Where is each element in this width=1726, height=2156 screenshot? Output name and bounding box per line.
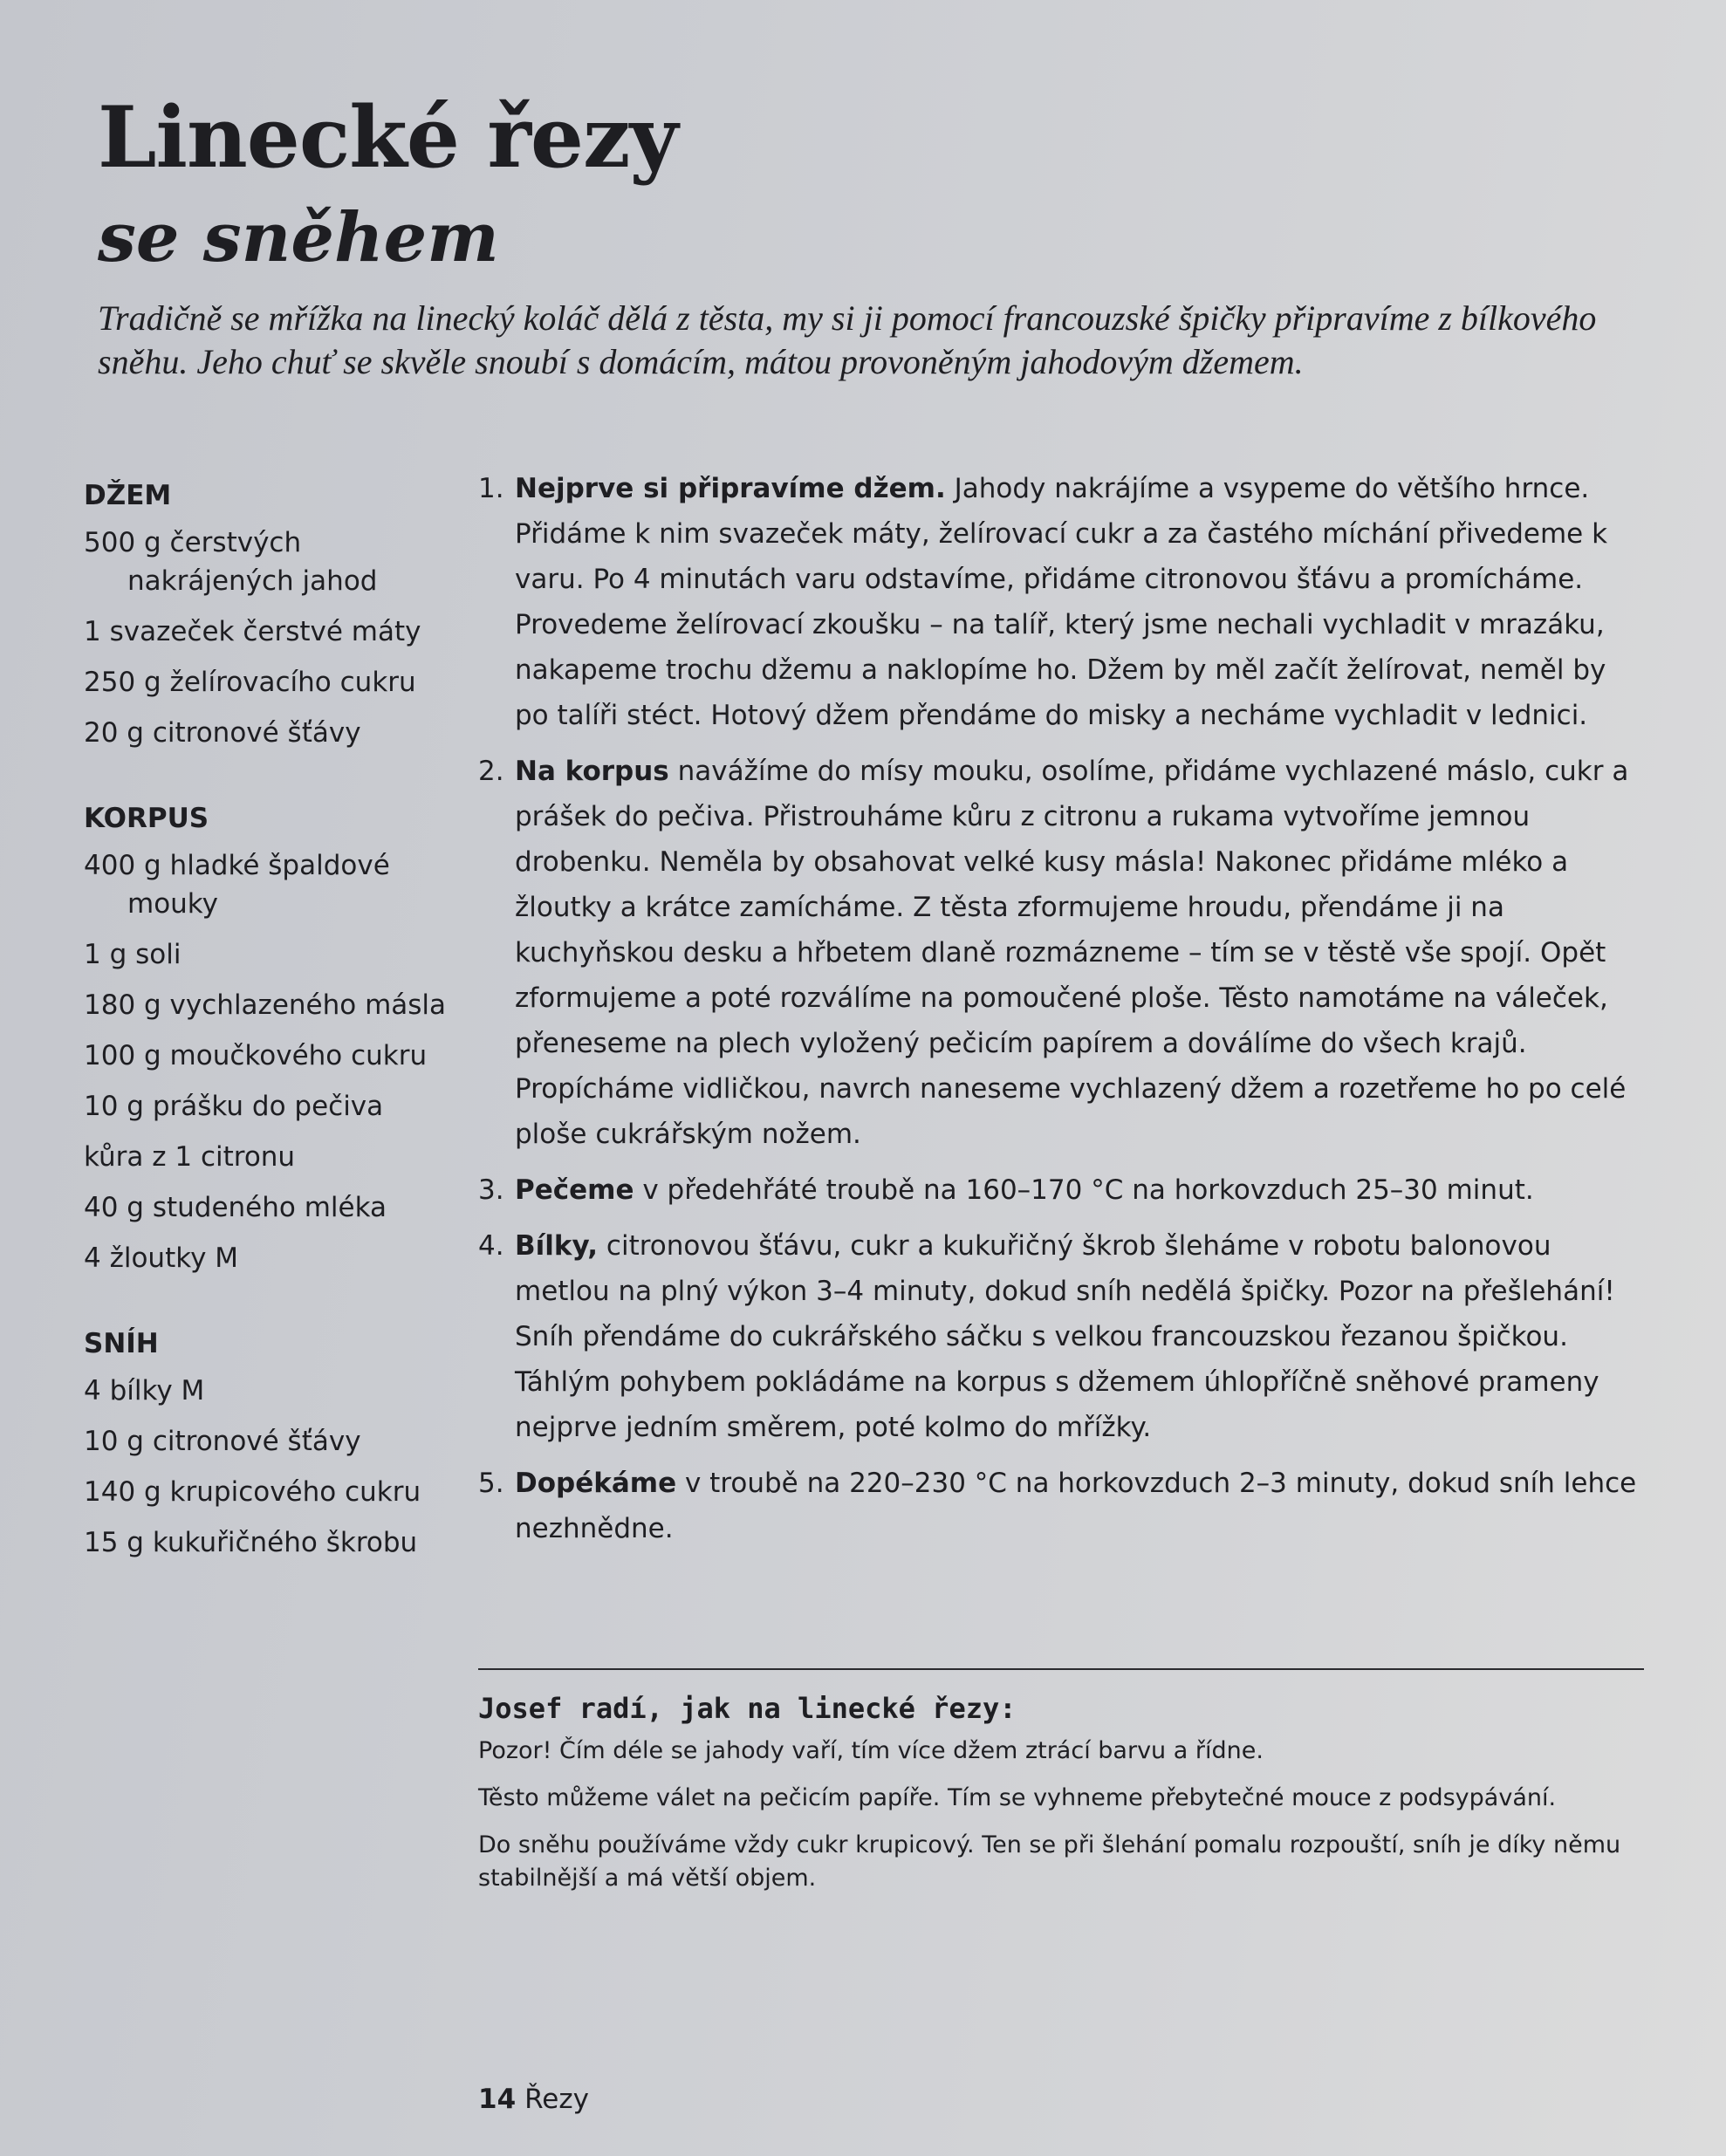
ingredient-item: 1 svazeček čerstvé máty <box>84 616 421 647</box>
step-number: 5. <box>478 1468 504 1499</box>
step-lead-in: Nejprve si připravíme džem. <box>515 473 946 504</box>
tip-item: Do sněhu používáme vždy cukr krupicový. Ten se při šlehání pomalu rozpouští, sníh je díky němu stabilnější a má větší objem. <box>478 1831 1621 1892</box>
step-number: 3. <box>478 1174 504 1206</box>
method-step <box>478 749 1639 1157</box>
step-number: 2. <box>478 756 504 787</box>
ingredient-item: 100 g moučkového cukru <box>84 1040 428 1071</box>
method-steps <box>478 466 1639 1562</box>
ingredient-item: 10 g prášku do pečiva <box>84 1091 384 1122</box>
ingredient-item: 15 g kukuřičného škrobu <box>84 1527 418 1558</box>
ingredient-item: 40 g studeného mléka <box>84 1192 387 1223</box>
step-number: 1. <box>478 473 504 504</box>
step-lead-in: Dopékáme <box>515 1468 677 1499</box>
tip-item: Pozor! Čím déle se jahody vaří, tím více džem ztrácí barvu a řídne. <box>478 1737 1264 1764</box>
step-text: Jahody nakrájíme a vsypeme do většího hrnce. Přidáme k nim svazeček máty, želírovací cukr a za častého míchání přivedeme k varu. Po 4 minutách varu odstavíme, přidáme citronovou šťávu a promícháme. Provedeme želírovací zkoušku – na talíř, který jsme nechali vychladit v mrazáku, nakapeme trochu džemu a naklopíme ho. Džem by měl začít želírovat, neměl by po talíři stéct. Hotový džem přendáme do misky a necháme vychladit v lednici. <box>515 473 1608 731</box>
ingredient-group-title: DŽEM <box>84 480 172 511</box>
ingredient-item: 10 g citronové šťávy <box>84 1426 361 1457</box>
step-text: v předehřáté troubě na 160–170 °C na horkovzduch 25–30 minut. <box>634 1174 1534 1206</box>
step-text: v troubě na 220–230 °C na horkovzduch 2–3 minuty, dokud sníh lehce nezhnědne. <box>515 1468 1637 1544</box>
ingredient-item: 140 g krupicového cukru <box>84 1476 421 1508</box>
ingredient-item: 250 g želírovacího cukru <box>84 667 416 698</box>
tips-box <box>478 1668 1644 1909</box>
recipe-intro: Tradičně se mřížka na linecký koláč dělá z těsta, my si ji pomocí francouzské špičky připravíme z bílkového sněhu. Jeho chuť se skvěle snoubí s domácím, mátou provoněným jahodovým džemem. <box>98 298 1597 381</box>
ingredient-item: 4 bílky M <box>84 1375 205 1407</box>
ingredient-item: 4 žloutky M <box>84 1242 239 1274</box>
method-step <box>478 466 1639 738</box>
page-footer <box>478 2080 589 2118</box>
step-lead-in: Pečeme <box>515 1174 634 1206</box>
page-number: 14 <box>478 2084 517 2115</box>
recipe-title: Linecké řezy <box>98 88 678 187</box>
ingredient-group-title: SNÍH <box>84 1328 159 1359</box>
ingredient-item: 20 g citronové šťávy <box>84 717 361 749</box>
ingredient-item: kůra z 1 citronu <box>84 1141 296 1173</box>
method-step <box>478 1223 1639 1450</box>
tip-item: Těsto můžeme válet na pečicím papíře. Tím se vyhneme přebytečné mouce z podsypávání. <box>478 1784 1557 1811</box>
ingredient-group-korpus <box>84 801 450 1277</box>
recipe-subtitle: se sněhem <box>98 198 499 277</box>
step-lead-in: Bílky, <box>515 1230 599 1262</box>
method-step <box>478 1461 1639 1551</box>
section-name: Řezy <box>524 2084 589 2115</box>
ingredient-group-title: KORPUS <box>84 803 209 834</box>
ingredients-column <box>84 478 450 1611</box>
method-step <box>478 1167 1639 1213</box>
ingredient-group-dzem <box>84 478 450 752</box>
step-number: 4. <box>478 1230 504 1262</box>
step-text: navážíme do mísy mouku, osolíme, přidáme vychlazené máslo, cukr a prášek do pečiva. Přistrouháme kůru z citronu a rukama vytvoříme jemnou drobenku. Neměla by obsahovat velké kusy másla! Nakonec přidáme mléko a žloutky a krátce zamícháme. Z těsta zformujeme hroudu, přendáme ji na kuchyňskou desku a hřbetem dlaně rozmázneme – tím se v těstě vše spojí. Opět zformujeme a poté rozválíme na pomoučené ploše. Těsto namotáme na váleček, přeneseme na plech vyložený pečicím papírem a doválíme do všech krajů. Propícháme vidličkou, navrch naneseme vychlazený džem a rozetřeme ho po celé ploše cukrářským nožem. <box>515 756 1629 1150</box>
tips-title: Josef radí, jak na linecké řezy: <box>478 1692 1017 1725</box>
ingredient-group-snih <box>84 1326 450 1562</box>
ingredient-item: 500 g čerstvých nakrájených jahod <box>84 527 378 597</box>
step-text: citronovou šťávu, cukr a kukuřičný škrob šleháme v robotu balonovou metlou na plný výkon 3–4 minuty, dokud sníh nedělá špičky. Pozor na přešlehání! Sníh přendáme do cukrářského sáčku s velkou francouzskou řezanou špičkou. Táhlým pohybem pokládáme na korpus s džemem úhlopříčně sněhové prameny nejprve jedním směrem, poté kolmo do mřížky. <box>515 1230 1615 1443</box>
ingredient-item: 400 g hladké špaldové mouky <box>84 850 390 920</box>
ingredient-item: 180 g vychlazeného másla <box>84 989 447 1021</box>
ingredient-item: 1 g soli <box>84 939 182 970</box>
step-lead-in: Na korpus <box>515 756 669 787</box>
